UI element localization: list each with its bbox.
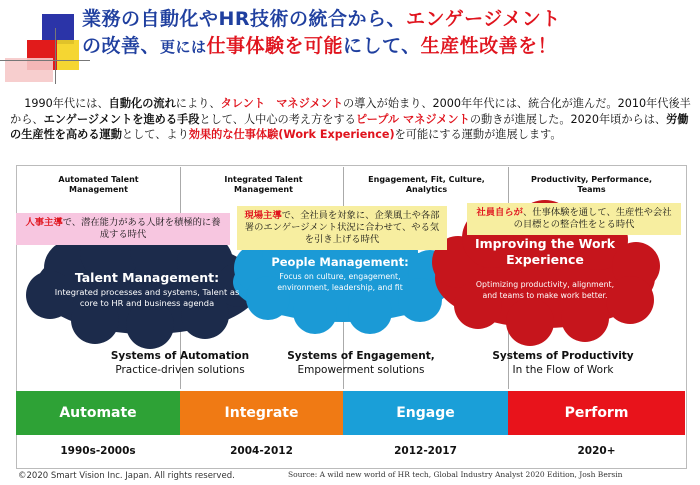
era-label: 2020+ [577, 445, 616, 457]
era-label: 2004-2012 [230, 445, 293, 457]
title-part: 生産性改善を！ [420, 35, 558, 57]
intro-text: 労働の生産性を高める運動 [10, 112, 689, 141]
cloud-people-text [260, 255, 420, 293]
stage-header: Automated Talent Management [58, 175, 139, 194]
intro-text: の動きが進展した。2020年頃からは、 [469, 112, 667, 126]
system-subtitle: In the Flow of Work [512, 364, 614, 376]
band-engage: Engage [343, 391, 508, 435]
cloud-title: Talent Management: [74, 270, 220, 285]
cloud-description: Integrated processes and systems, Talent as core to HR and business agenda [54, 287, 240, 308]
callout-text: 、仕事体験を通して、生産性や会社の目標との整合性をとる時代 [513, 207, 672, 230]
title-part: 仕事体験を可能 [206, 35, 344, 57]
callout-emphasis: 人事主導 [25, 217, 63, 228]
callout-emphasis: 現場主導 [244, 210, 282, 221]
band-automate: Automate [16, 391, 180, 435]
intro-text: により、 [175, 97, 221, 110]
callout-text: で、潜在能力がある人財を積極的に養成する時代 [62, 217, 221, 240]
callout-hr-led [16, 213, 230, 245]
system-title: Systems of Productivity [492, 350, 634, 362]
title-part: 業務の自動化やHR技術の統合から、 [82, 8, 407, 30]
band-integrate: Integrate [180, 391, 343, 435]
cloud-description: Focus on culture, engagement, environment, leadership, and fit [277, 272, 403, 292]
intro-text: として、より [121, 128, 189, 141]
cloud-description: Optimizing productivity, alignment, and teams to make work better. [475, 280, 615, 300]
system-automation [95, 349, 265, 377]
cloud-work-text [470, 236, 620, 301]
intro-text: タレント マネジメント [220, 97, 344, 110]
stage-header: Productivity, Performance, Teams [530, 175, 653, 194]
callout-employee-led [467, 203, 681, 235]
stage-header: Engagement, Fit, Culture, Analytics [368, 175, 485, 194]
title-part: の改善、 [82, 35, 161, 57]
era-label: 2012-2017 [394, 445, 457, 457]
system-title: Systems of Automation [110, 350, 250, 362]
system-subtitle: Practice-driven solutions [115, 364, 245, 376]
intro-text: を可能にする運動が進展します。 [394, 128, 562, 141]
intro-text: の導入が始まり、2000年年代には、統合化が進んだ。2010年代後半から、 [10, 97, 691, 126]
cloud-talent-text [52, 270, 242, 309]
intro-text: 1990年代には、 [24, 97, 109, 110]
callout-emphasis: 社員自らが [476, 207, 523, 218]
intro-text: 効果的な仕事体験(Work Experience) [188, 128, 395, 141]
intro-text: として、人中心の考え方をする [199, 112, 356, 126]
stage-header: Integrated Talent Management [224, 175, 303, 194]
intro-text: 自動化の流れ [108, 97, 176, 110]
copyright-text: ©2020 Smart Vision Inc. Japan. All rights reserved. [18, 471, 235, 481]
band-perform: Perform [508, 391, 685, 435]
intro-text: エンゲージメントを進める手段 [43, 112, 200, 126]
title-part: にして、 [343, 35, 421, 57]
era-label: 1990s-2000s [60, 445, 136, 457]
callout-field-led [237, 206, 447, 250]
cloud-title: Improving the Work Experience [474, 236, 616, 267]
intro-text: ピープル マネジメント [355, 112, 470, 126]
title-part: エンゲージメント [406, 8, 561, 30]
title-part: 更には [160, 38, 207, 56]
system-productivity [478, 349, 648, 377]
source-citation: Source: A wild new world of HR tech, Global Industry Analyst 2020 Edition, Josh Bersin [288, 470, 623, 479]
callout-text: で、全社員を対象に、企業風土や各部署のエンゲージメント状況に合わせて、やる気を引き上げる時代 [244, 210, 440, 245]
system-title: Systems of Engagement, [287, 350, 435, 362]
cloud-title: People Management: [271, 255, 409, 269]
system-subtitle: Empowerment solutions [297, 364, 425, 376]
system-engagement [276, 349, 446, 377]
